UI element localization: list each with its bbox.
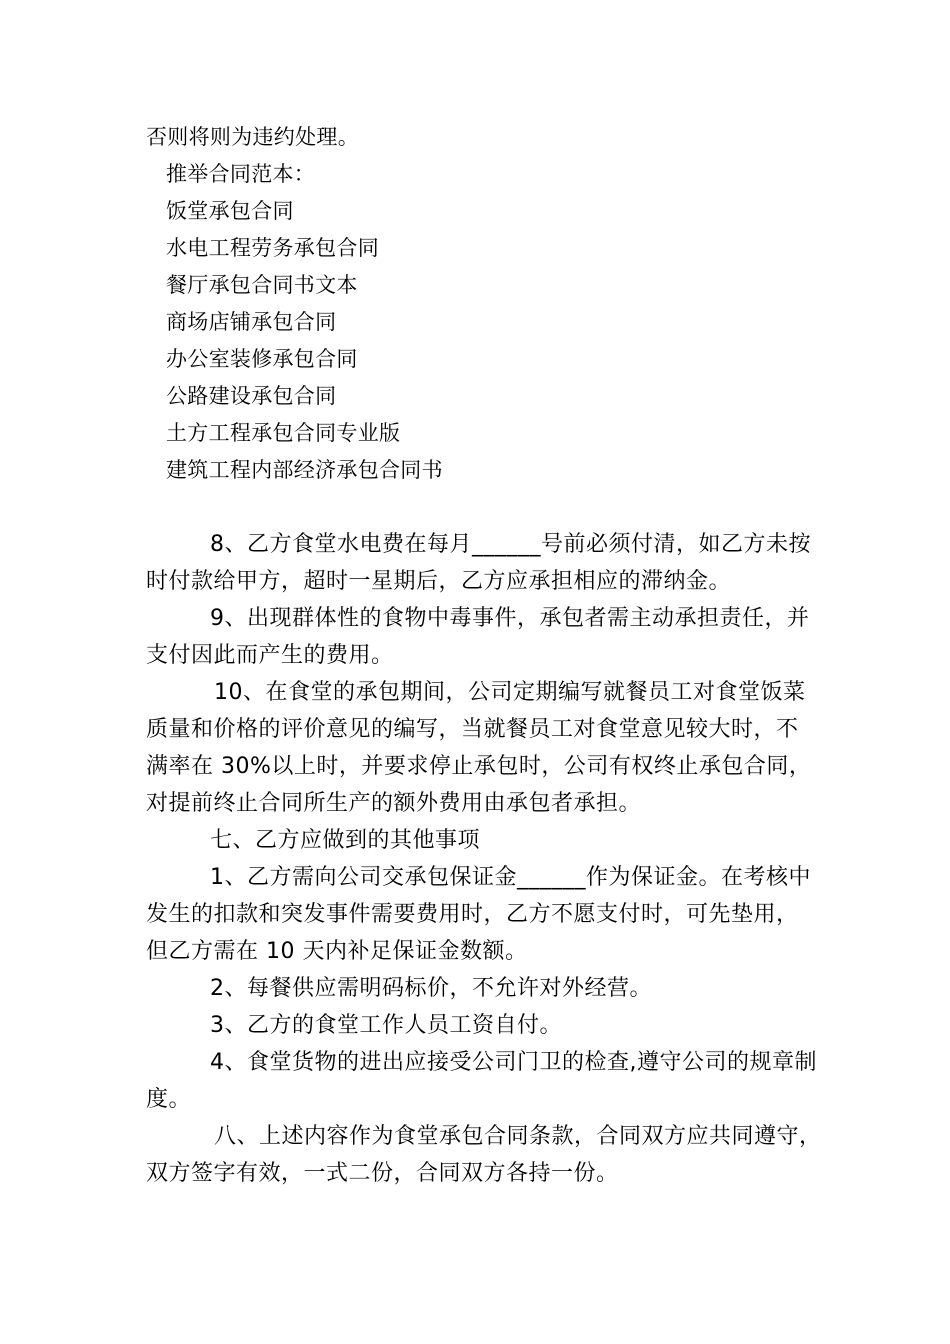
clause-9-line: 支付因此而产生的费用。 (146, 643, 394, 668)
recommended-contract-item: 水电工程劳务承包合同 (166, 236, 379, 260)
recommended-contract-item: 饭堂承包合同 (166, 199, 294, 223)
clause-8-line: 8、乙方食堂水电费在每月______号前必须付清，如乙方未按 (210, 532, 811, 557)
text-line: 否则将则为违约处理。 (146, 125, 359, 149)
recommended-contract-item: 商场店铺承包合同 (166, 310, 337, 334)
clause-9-line: 9、出现群体性的食物中毒事件，承包者需主动承担责任，并 (210, 606, 810, 631)
section-7-item-3: 3、乙方的食堂工作人员工资自付。 (210, 1013, 562, 1038)
section-8-line: 八、上述内容作为食堂承包合同条款，合同双方应共同遵守， (214, 1124, 822, 1149)
clause-10-line: 对提前终止合同所生产的额外费用由承包者承担。 (146, 791, 642, 816)
recommended-contract-item: 办公室装修承包合同 (166, 347, 358, 371)
section-7-item-1-line: 1、乙方需向公司交承包保证金______作为保证金。在考核中 (210, 865, 811, 890)
section-7-title: 七、乙方应做到的其他事项 (210, 828, 481, 853)
clause-8-line: 时付款给甲方，超时一星期后，乙方应承担相应的滞纳金。 (146, 569, 732, 594)
section-7-item-1-line: 发生的扣款和突发事件需要费用时，乙方不愿支付时，可先垫用， (146, 902, 799, 927)
section-7-item-4-line: 度。 (146, 1087, 192, 1112)
clause-10-line: 质量和价格的评价意见的编写，当就餐员工对食堂意见较大时，不 (146, 717, 799, 742)
recommended-contract-item: 建筑工程内部经济承包合同书 (166, 458, 443, 482)
recommended-contract-item: 公路建设承包合同 (166, 384, 337, 408)
section-7-item-2: 2、每餐供应需明码标价，不允许对外经营。 (210, 976, 652, 1001)
clause-10-line: 满率在 30%以上时，并要求停止承包时，公司有权终止承包合同， (146, 754, 812, 779)
section-7-item-1-line: 但乙方需在 10 天内补足保证金数额。 (146, 939, 528, 964)
recommended-contract-item: 餐厅承包合同书文本 (166, 273, 358, 297)
section-8-line: 双方签字有效，一式二份，合同双方各持一份。 (146, 1161, 619, 1186)
clause-10-line: 10、在食堂的承包期间，公司定期编写就餐员工对食堂饭菜 (214, 680, 806, 705)
recommend-heading: 推举合同范本： (166, 162, 316, 186)
section-7-item-4-line: 4、食堂货物的进出应接受公司门卫的检查,遵守公司的规章制 (210, 1050, 817, 1075)
recommended-contract-item: 土方工程承包合同专业版 (166, 421, 401, 445)
